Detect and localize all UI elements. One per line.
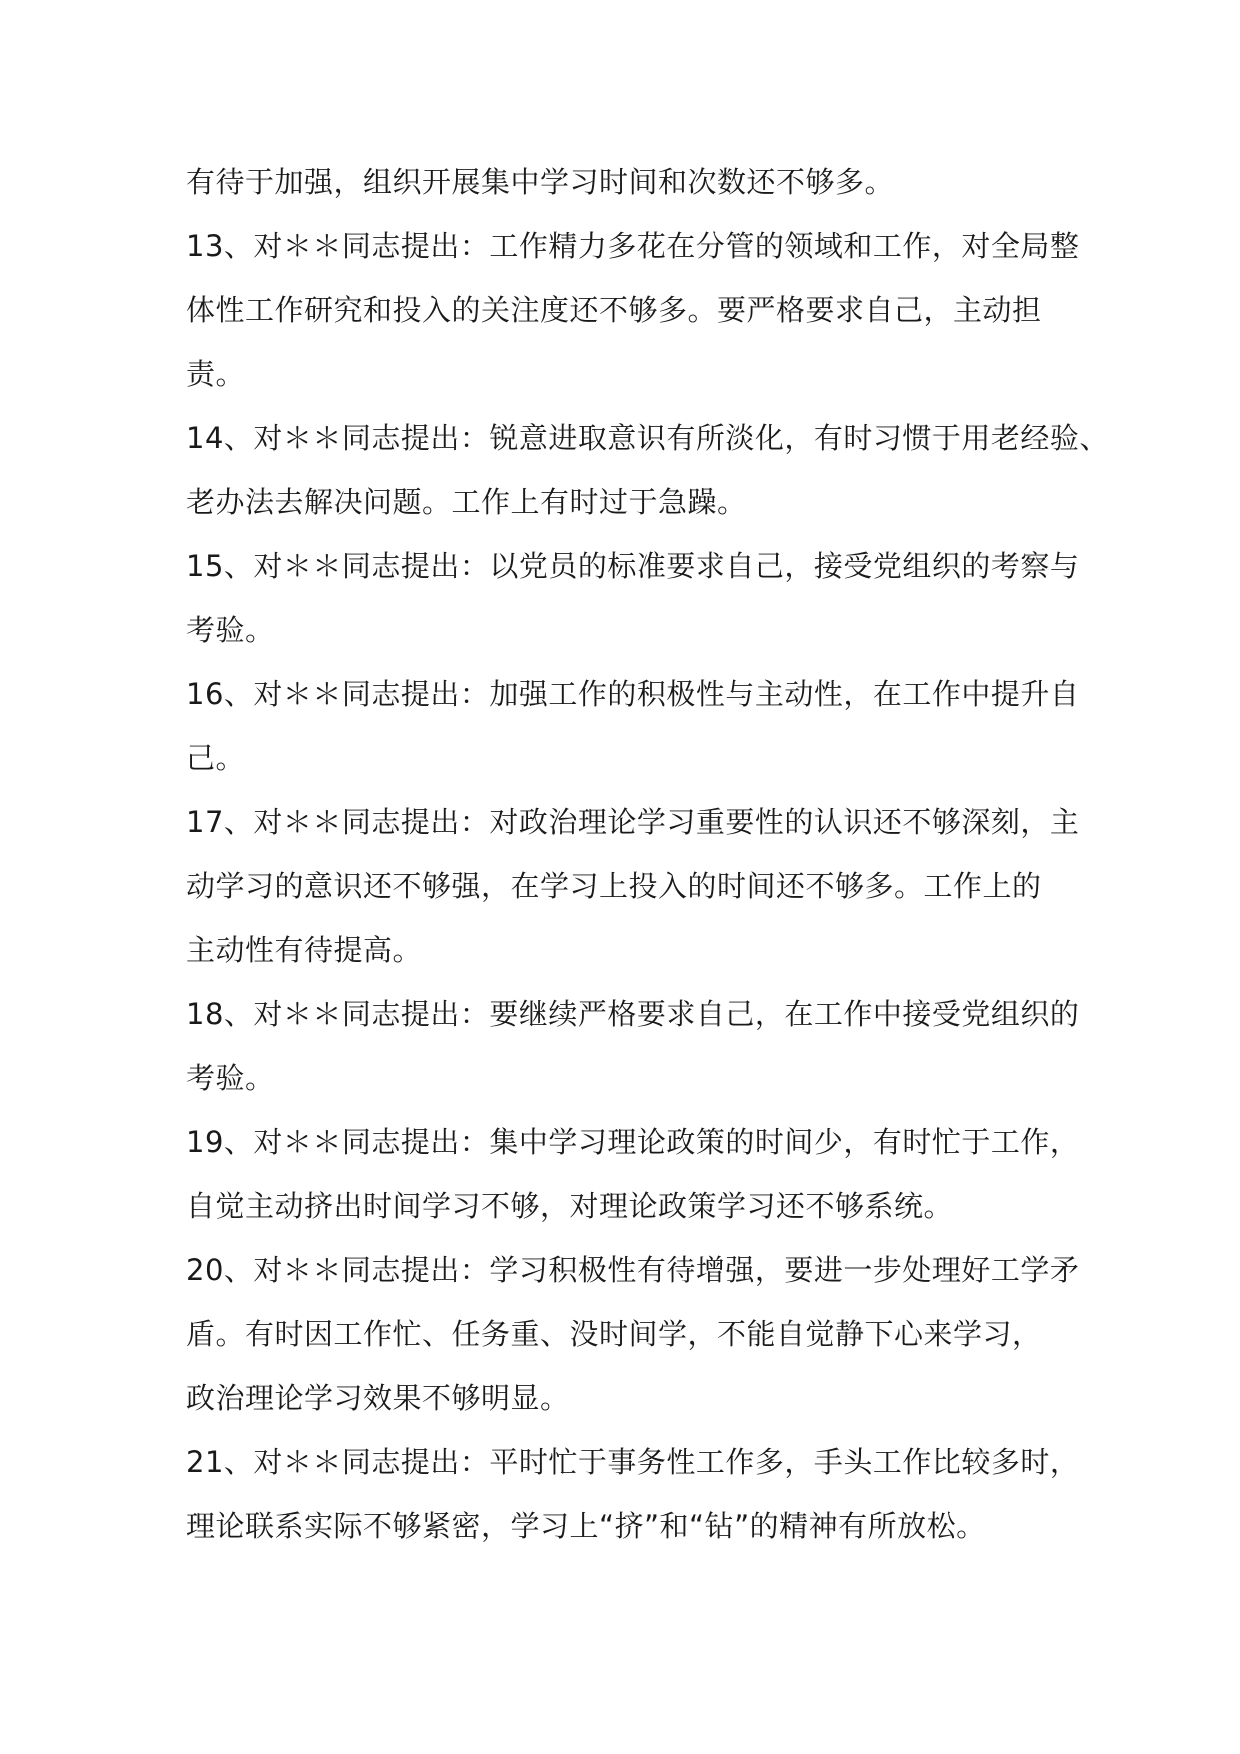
paragraph-item-20 xyxy=(186,1253,1080,1415)
text-line: 20、对＊＊同志提出：学习积极性有待增强，要进一步处理好工学矛 xyxy=(186,1253,1080,1287)
text-line: 自觉主动挤出时间学习不够，对理论政策学习还不够系统。 xyxy=(186,1189,954,1223)
paragraph-item-18 xyxy=(186,997,1080,1095)
text-line: 考验。 xyxy=(186,1061,275,1095)
document-body xyxy=(186,165,1109,1543)
paragraph-continuation xyxy=(186,166,1066,198)
text-line: 己。 xyxy=(186,741,246,775)
text-line: 17、对＊＊同志提出：对政治理论学习重要性的认识还不够深刻，主 xyxy=(186,805,1080,839)
text-line: 主动性有待提高。 xyxy=(186,933,423,967)
paragraph-item-15 xyxy=(186,549,1080,647)
text-line: 13、对＊＊同志提出：工作精力多花在分管的领域和工作，对全局整 xyxy=(186,229,1080,263)
text-line: 16、对＊＊同志提出：加强工作的积极性与主动性，在工作中提升自 xyxy=(186,677,1080,711)
text-line: 老办法去解决问题。工作上有时过于急躁。 xyxy=(186,485,747,519)
text-line: 责。 xyxy=(186,357,246,391)
paragraph-item-13 xyxy=(186,229,1080,391)
paragraph-item-14 xyxy=(186,421,1109,519)
text-line: 理论联系实际不够紧密，学习上“挤”和“钻”的精神有所放松。 xyxy=(186,1509,986,1543)
paragraph-item-19 xyxy=(186,1125,1080,1223)
text-line: 政治理论学习效果不够明显。 xyxy=(186,1381,570,1415)
text-line: 考验。 xyxy=(186,613,275,647)
text-line: 动学习的意识还不够强，在学习上投入的时间还不够多。工作上的 xyxy=(186,869,1042,903)
paragraph-item-17 xyxy=(186,805,1080,967)
text-line: 盾。有时因工作忙、任务重、没时间学，不能自觉静下心来学习， xyxy=(186,1317,1042,1351)
text-line: 19、对＊＊同志提出：集中学习理论政策的时间少，有时忙于工作， xyxy=(186,1125,1080,1159)
text-line: 18、对＊＊同志提出：要继续严格要求自己，在工作中接受党组织的 xyxy=(186,997,1080,1031)
paragraph-item-21 xyxy=(186,1445,1080,1543)
text-line: 14、对＊＊同志提出：锐意进取意识有所淡化，有时习惯于用老经验、 xyxy=(186,421,1109,455)
text-line: 体性工作研究和投入的关注度还不够多。要严格要求自己，主动担 xyxy=(186,293,1042,327)
text-line: 21、对＊＊同志提出：平时忙于事务性工作多，手头工作比较多时， xyxy=(186,1445,1080,1479)
text-line: 有待于加强，组织开展集中学习时间和次数还不够多。 xyxy=(186,165,895,199)
text-line: 15、对＊＊同志提出：以党员的标准要求自己，接受党组织的考察与 xyxy=(186,549,1080,583)
paragraph-item-16 xyxy=(186,677,1080,775)
